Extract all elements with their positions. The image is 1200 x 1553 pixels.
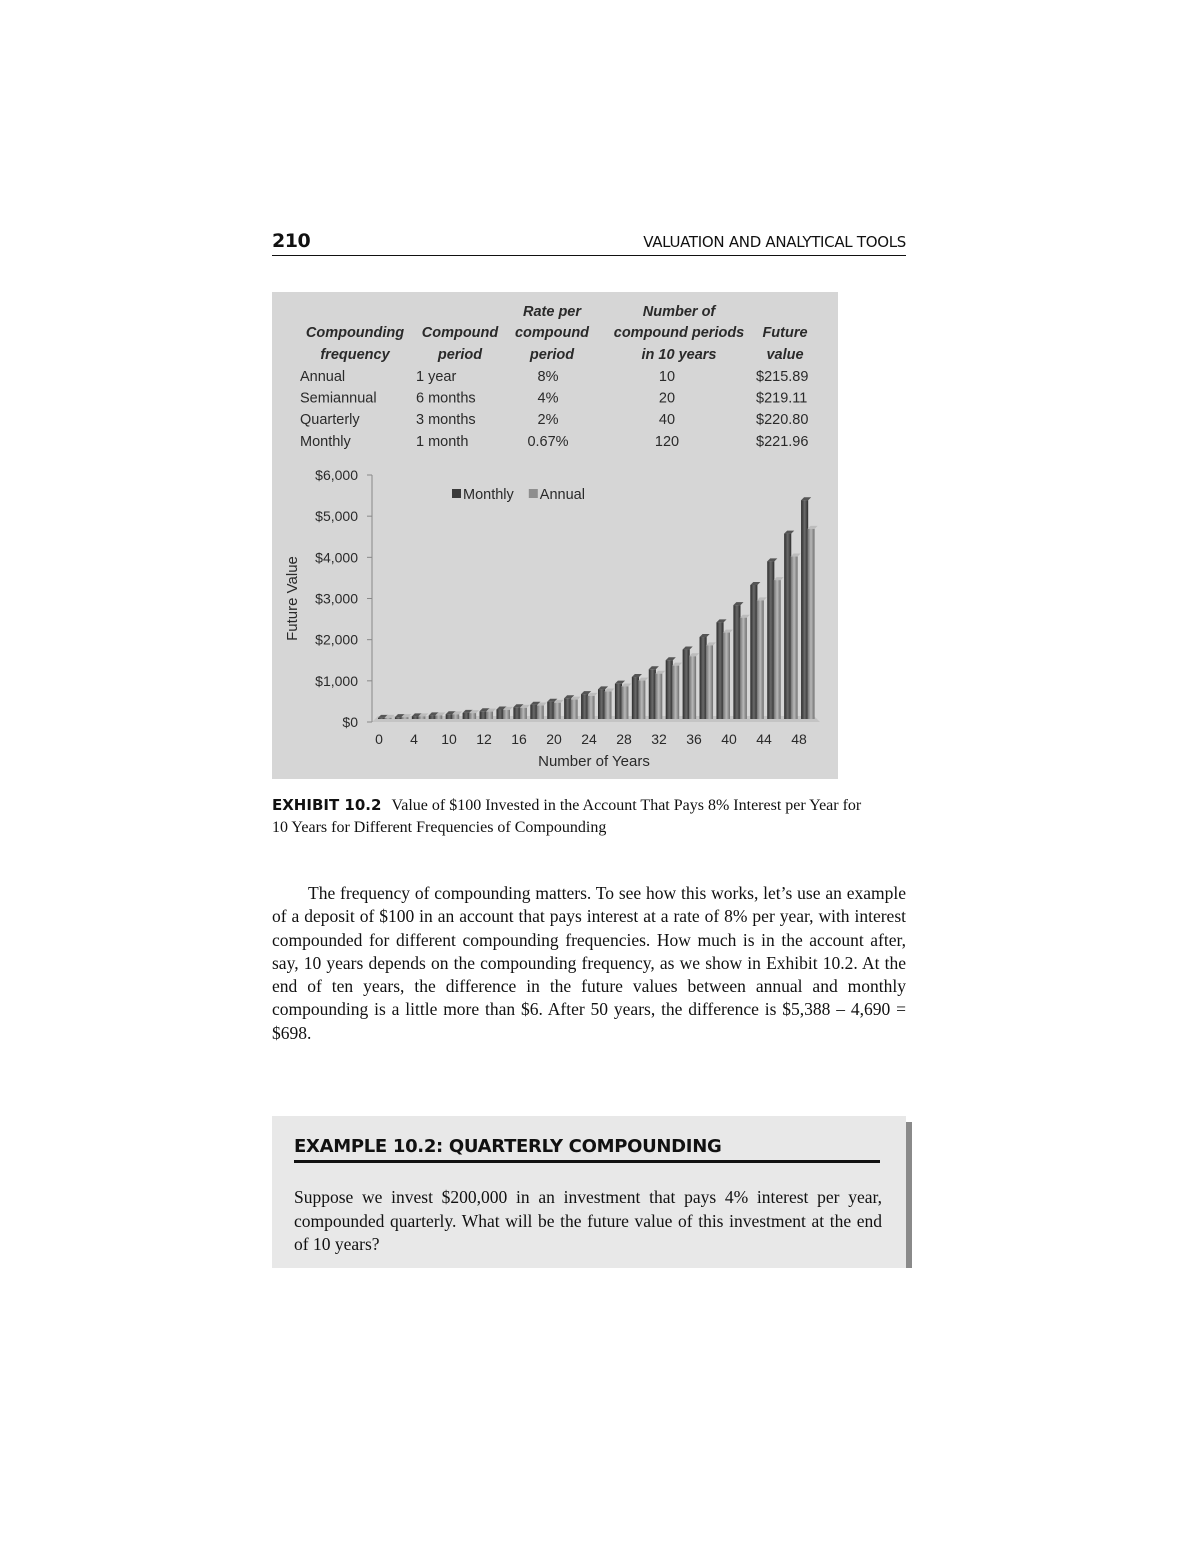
table-cell: Quarterly [300, 412, 360, 429]
bar-monthly [733, 605, 740, 719]
x-tick-label: 36 [686, 731, 702, 747]
bar-monthly [700, 637, 707, 719]
page-number: 210 [272, 230, 311, 252]
bar-top [733, 602, 743, 605]
body-paragraph: The frequency of compounding matters. To see how this works, let’s use an example of a deposit of $100 in an account that pays interest at a rate of 8% per year, with interest compounded for different compounding frequencies. How much is in the account after, say, 10 years depends on the compounding frequency, as we show in Exhibit 10.2. At the end of ten years, the difference in the future values between annual and monthly compounding is a little more than $6. After 50 years, the difference is $5,388 – 4,690 = $698. [272, 883, 906, 1043]
bar-top [784, 531, 794, 534]
bar-monthly [463, 713, 470, 719]
bar-monthly [801, 500, 808, 719]
bar-monthly [581, 694, 588, 719]
x-tick-label: 48 [791, 731, 807, 747]
bar-monthly [530, 705, 537, 719]
bar-top [604, 689, 614, 692]
table-header-cell: Rate per [522, 304, 582, 320]
bar-annual [638, 681, 645, 719]
x-tick-label: 28 [616, 731, 632, 747]
bar-top [757, 597, 767, 600]
bar-monthly [395, 717, 402, 719]
table-cell: 10 [658, 369, 676, 385]
bar-monthly [446, 714, 453, 719]
bar-monthly [378, 718, 385, 719]
y-tick-label: $5,000 [315, 508, 358, 525]
bar-monthly [598, 689, 605, 719]
bar-monthly [615, 684, 622, 719]
x-tick-label: 40 [721, 731, 737, 747]
bar-top [672, 663, 682, 666]
table-header-cell: compound [514, 325, 590, 341]
legend-label: Monthly [463, 487, 514, 503]
bar-annual [757, 600, 764, 719]
y-tick-label: $0 [342, 714, 358, 730]
bar-top [767, 558, 777, 561]
bar-top [615, 681, 625, 684]
bar-monthly [412, 716, 419, 719]
bar-monthly [666, 660, 673, 719]
bar-annual [807, 529, 814, 719]
bar-annual [401, 717, 408, 719]
table-header-cell: in 10 years [641, 347, 717, 363]
table-cell: Monthly [300, 433, 351, 450]
table-cell: 0.67% [527, 433, 569, 450]
bar-annual [604, 692, 611, 719]
x-axis-title: Number of Years [538, 753, 650, 770]
bar-annual [706, 645, 713, 719]
bar-top [689, 653, 699, 656]
bar-top [638, 678, 648, 681]
bar-monthly [496, 709, 503, 719]
table-header-cell: frequency [320, 347, 390, 363]
bar-top [598, 686, 608, 689]
bar-annual [571, 700, 578, 719]
table-cell: 2% [537, 412, 559, 429]
exhibit-figure [272, 292, 838, 779]
caption-label: EXHIBIT 10.2 [272, 796, 382, 814]
bar-annual [689, 656, 696, 719]
bar-annual [655, 674, 662, 719]
y-tick-label: $2,000 [315, 631, 358, 648]
bar-monthly [649, 669, 656, 719]
bar-monthly [429, 715, 436, 719]
table-cell: $215.89 [756, 369, 809, 385]
y-tick-label: $3,000 [315, 590, 358, 607]
table-cell: $220.80 [756, 412, 809, 429]
x-tick-label: 10 [441, 731, 457, 747]
x-tick-label: 44 [756, 731, 772, 747]
bar-top [750, 582, 760, 585]
bar-annual [469, 713, 476, 719]
x-tick-label: 12 [476, 731, 492, 747]
bar-monthly [564, 698, 571, 719]
bar-annual [486, 712, 493, 719]
bar-monthly [784, 534, 791, 719]
legend-swatch [529, 489, 538, 498]
table-cell: 1 month [416, 433, 469, 450]
bar-top [716, 619, 726, 622]
bar-top [700, 634, 710, 637]
table-header-cell: period [529, 347, 575, 363]
table-header-cell: compound periods [613, 325, 745, 341]
bar-annual [587, 696, 594, 719]
table-cell: 4% [537, 390, 559, 407]
bar-top [621, 683, 631, 686]
table-cell: 1 year [416, 369, 457, 385]
bar-annual [554, 703, 561, 719]
bar-top [666, 657, 676, 660]
x-tick-label: 4 [410, 731, 418, 747]
table-header-cell: Compounding [305, 325, 405, 341]
table-cell: Annual [300, 369, 346, 385]
bar-annual [774, 580, 781, 719]
bar-monthly [683, 650, 690, 719]
example-box [272, 1116, 906, 1268]
y-tick-label: $6,000 [315, 467, 358, 483]
bar-monthly [480, 711, 487, 719]
table-cell: Semiannual [300, 390, 377, 407]
bar-annual [723, 633, 730, 719]
bar-annual [791, 557, 798, 719]
table-cell: 8% [537, 369, 559, 385]
x-tick-label: 0 [375, 731, 383, 747]
table-header-cell: Future [762, 325, 808, 341]
table-cell: 120 [654, 433, 680, 450]
bar-monthly [547, 702, 554, 719]
bar-annual [418, 716, 425, 719]
bar-top [723, 630, 733, 633]
bar-top [807, 526, 817, 529]
legend-label: Annual [539, 487, 585, 503]
bar-top [774, 577, 784, 580]
chart-legend [452, 487, 585, 503]
x-tick-label: 24 [581, 731, 597, 747]
chart-bars [378, 497, 818, 719]
bar-annual [740, 618, 747, 719]
y-tick-label: $1,000 [315, 672, 358, 689]
bar-annual [384, 718, 391, 719]
bar-monthly [716, 622, 723, 719]
bar-top [683, 647, 693, 650]
bar-annual [537, 706, 544, 719]
table-cell: $219.11 [756, 390, 808, 407]
y-axis-title: Future Value [284, 556, 301, 641]
bar-annual [452, 714, 459, 719]
exhibit-caption [272, 794, 872, 839]
table-cell: 40 [658, 412, 676, 429]
bar-top [655, 671, 665, 674]
bar-annual [503, 710, 510, 719]
bar-monthly [767, 561, 774, 719]
table-cell: 6 months [416, 390, 476, 407]
example-text: Suppose we invest $200,000 in an investment that pays 4% interest per year, compounded quarterly. What will be the future value of this investment at the end of 10 years? [294, 1187, 882, 1254]
page-header [272, 230, 906, 256]
table-header-cell: period [437, 347, 483, 363]
bar-annual [621, 686, 628, 719]
table-cell: 20 [658, 390, 676, 407]
bar-top [649, 666, 659, 669]
x-tick-label: 20 [546, 731, 562, 747]
bar-top [791, 554, 801, 557]
bar-top [581, 691, 591, 694]
legend-swatch [452, 489, 461, 498]
y-tick-label: $4,000 [315, 549, 358, 566]
bar-top [801, 497, 811, 500]
bar-monthly [750, 585, 757, 719]
compounding-table [300, 304, 808, 450]
bar-top [632, 674, 642, 677]
table-header-cell: Compound [421, 325, 499, 341]
bar-top [740, 615, 750, 618]
bar-annual [672, 666, 679, 719]
running-head: VALUATION AND ANALYTICAL TOOLS [643, 233, 906, 251]
table-cell: 3 months [416, 412, 476, 429]
exhibit-panel [272, 292, 838, 779]
x-tick-label: 32 [651, 731, 667, 747]
example-side-bar [906, 1122, 912, 1268]
bar-monthly [513, 707, 520, 719]
bar-annual [520, 708, 527, 719]
table-header-cell: value [766, 347, 804, 363]
caption-text: Value of $100 Invested in the Account That Pays 8% Interest per Year for 10 Years for Different Frequencies of Compounding [272, 797, 862, 836]
bar-annual [435, 715, 442, 719]
table-cell: $221.96 [756, 433, 809, 450]
table-header-cell: Number of [642, 304, 716, 320]
bar-top [587, 693, 597, 696]
example-title: EXAMPLE 10.2: QUARTERLY COMPOUNDING [294, 1136, 880, 1163]
x-tick-label: 16 [511, 731, 527, 747]
bar-monthly [632, 677, 639, 719]
bar-top [706, 642, 716, 645]
